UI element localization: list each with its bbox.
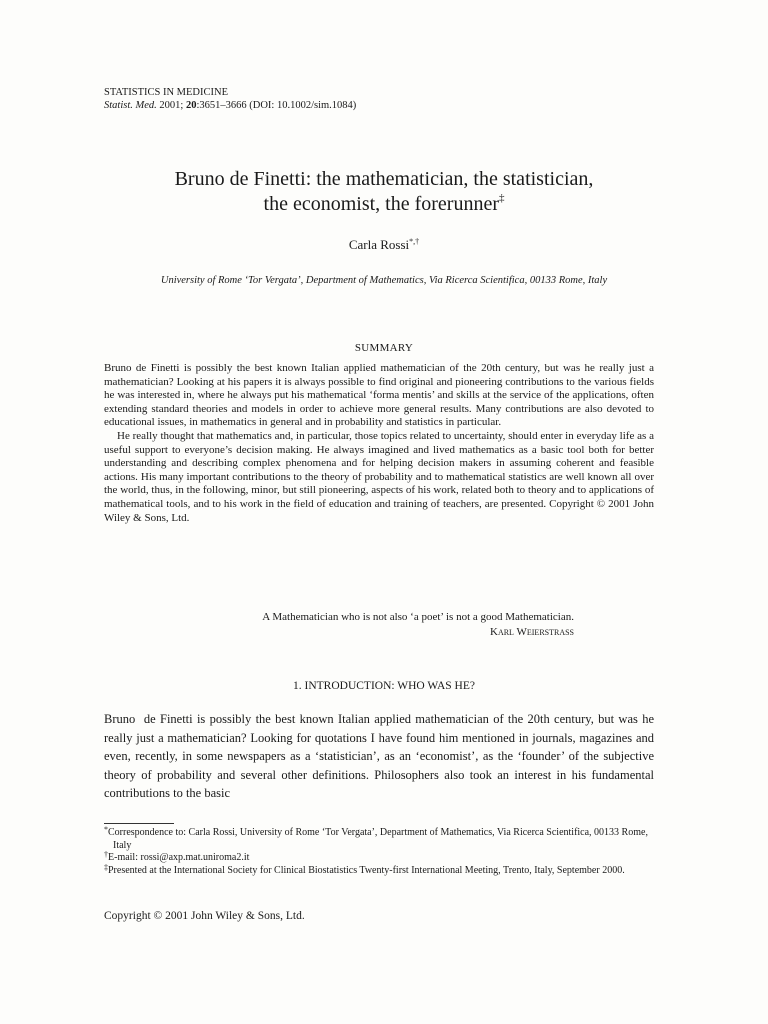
copyright-footer: Copyright © 2001 John Wiley & Sons, Ltd. xyxy=(104,910,305,922)
summary-heading: SUMMARY xyxy=(354,342,414,354)
journal-header xyxy=(104,86,356,112)
footnote-email: †E-mail: rossi@axp.mat.uniroma2.it xyxy=(104,850,250,864)
abstract xyxy=(104,362,654,525)
footnotes xyxy=(104,827,654,877)
title-line-2: the economist, the forerunner xyxy=(263,193,499,215)
journal-year: 2001; xyxy=(159,100,184,111)
footnote-presented: ‡Presented at the International Society for Clinical Biostatistics Twenty-first International Meeting, Trento, Italy, September 2000. xyxy=(104,862,625,876)
author xyxy=(60,237,708,253)
footnote-rule xyxy=(104,823,174,824)
title-line-2-wrap xyxy=(60,192,708,217)
title-line-1: Bruno de Finetti: the mathematician, the statistician, xyxy=(174,168,594,190)
title-footnote-mark: ‡ xyxy=(498,192,505,204)
affiliation: University of Rome ‘Tor Vergata’, Department of Mathematics, Via Ricerca Scientifica, 00133 Rome, Italy xyxy=(160,275,608,286)
journal-abbrev: Statist. Med. xyxy=(104,100,157,111)
epigraph-attribution: Karl Weierstrass xyxy=(490,626,574,638)
section-heading: 1. INTRODUCTION: WHO WAS HE? xyxy=(293,680,475,692)
journal-name: STATISTICS IN MEDICINE xyxy=(104,87,228,98)
journal-citation xyxy=(104,99,356,112)
abstract-paragraph-2: He really thought that mathematics and, in particular, those topics related to uncertainty, should enter in everyday life as a useful support to everyone’s decision making. He always imagined and lived mathematics as a basic tool both for better understanding and describing complex phenomena and for helping decision makers in assuming coherent and feasible actions. His many important contributions to the theory of probability and to mathematical statistics are well known all over the world, thus, in the following, minor, but still pioneering, aspects of his work, related both to theory and to applications of mathematical tools, and to his work in the field of education and training of teachers, are presented. Copyright © 2001 John Wiley & Sons, Ltd. xyxy=(104,429,654,524)
journal-volume: 20 xyxy=(185,100,197,111)
body-paragraph: Bruno de Finetti is possibly the best known Italian applied mathematician of the 20th century, but was he really just a mathematician? Looking for quotations I have found him mentioned in journals, magazines and even, recently, in some newspapers as a ‘statistician’, as an ‘economist’, as the ‘founder’ of the subjective theory of probability and several other definitions. Philosophers also took an interest in his fundamental contributions to the basic xyxy=(104,712,654,801)
epigraph-text: A Mathematician who is not also ‘a poet’ is not a good Mathematician. xyxy=(262,611,574,623)
body-text xyxy=(104,710,654,803)
paper-title xyxy=(60,167,708,217)
abstract-paragraph-1: Bruno de Finetti is possibly the best known Italian applied mathematician of the 20th century, but was he really just a mathematician? Looking at his papers it is always possible to find original and pioneering contributions to the various fields he was interested in, where he always put his mathematical ‘forma mentis’ and skills at the service of the applications, often extending standard theories and models in order to achieve more general results. Many contributions are also devoted to educational issues, in mathematics in general and in probability and statistics in particular. xyxy=(104,362,654,429)
footnote-correspondence: *Correspondence to: Carla Rossi, University of Rome ‘Tor Vergata’, Department of Mathematics, Via Ricerca Scientifica, 00133 Rome, Italy xyxy=(104,825,648,851)
journal-pages-doi: :3651–3666 (DOI: 10.1002/sim.1084) xyxy=(196,100,357,111)
author-footnote-marks: *,† xyxy=(409,237,420,246)
author-name: Carla Rossi xyxy=(348,237,410,252)
epigraph xyxy=(104,610,574,640)
